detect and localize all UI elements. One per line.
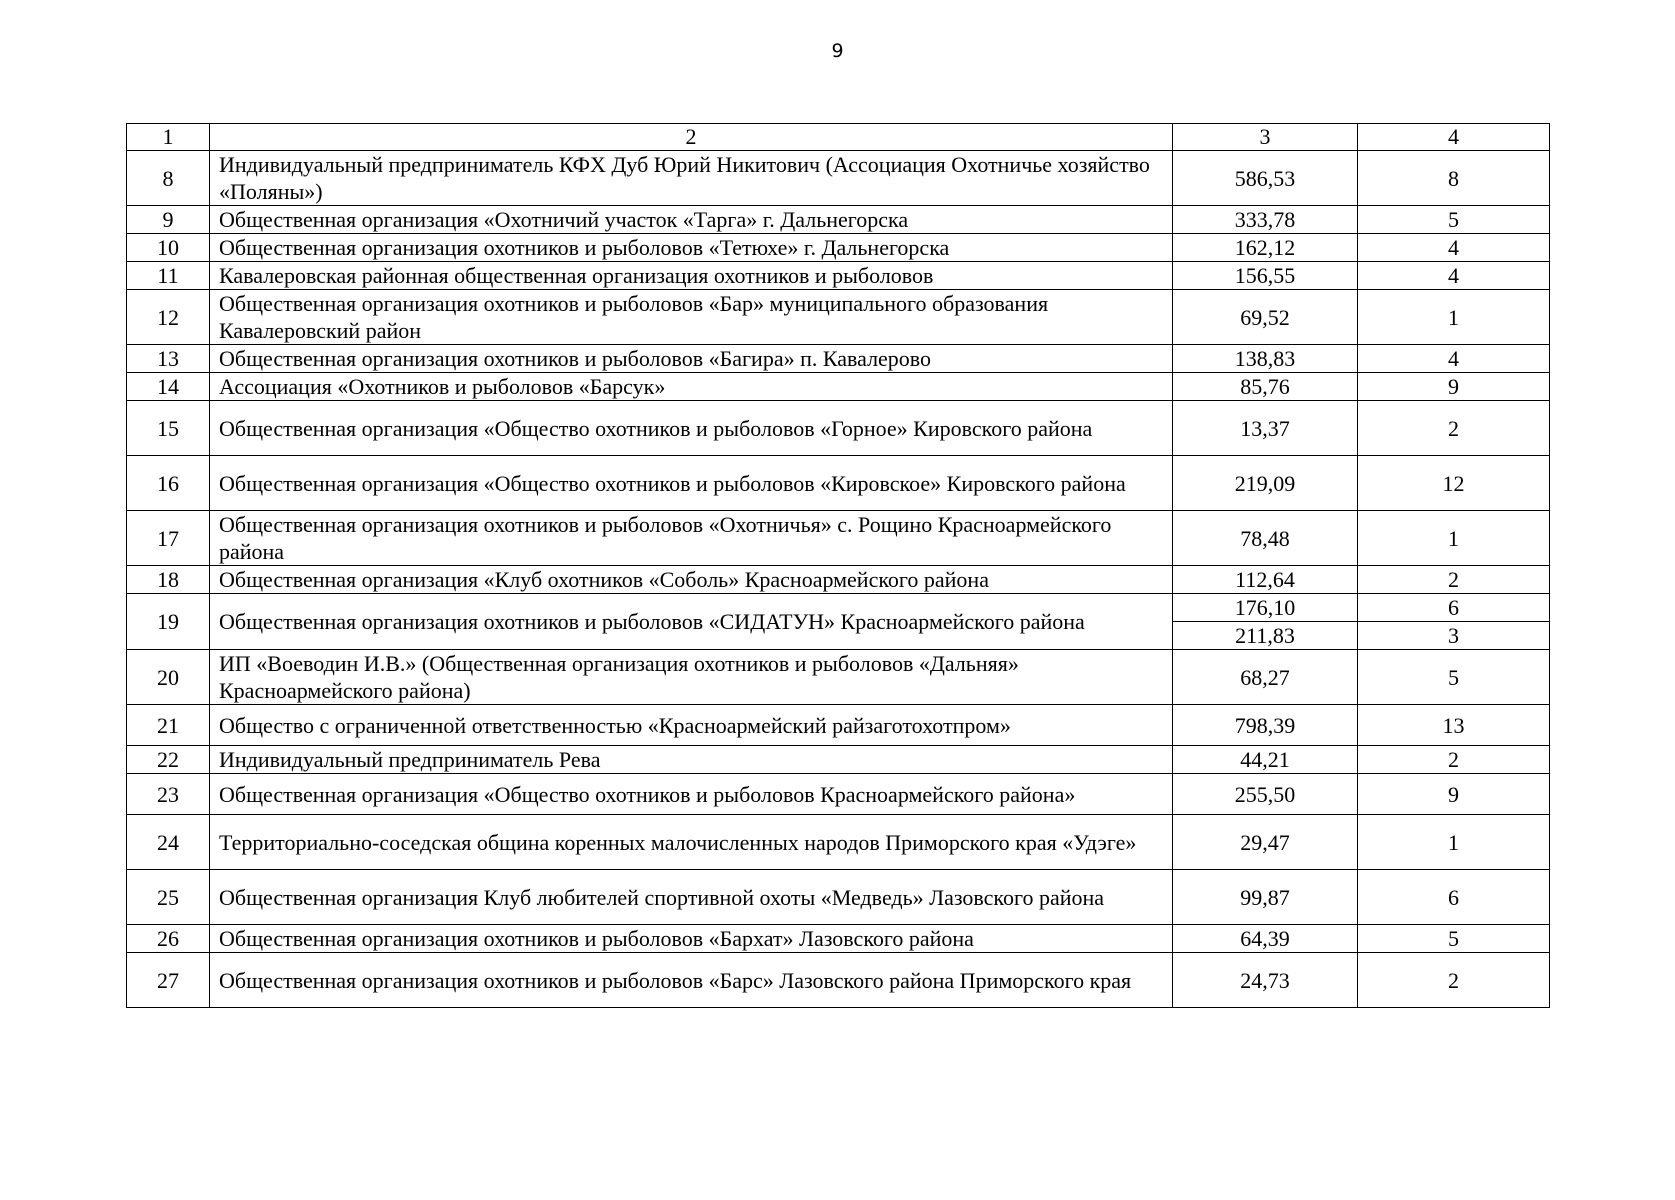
table-row [127,925,1550,953]
row-number: 10 [127,234,210,262]
table-row [127,705,1550,746]
area-value: 255,50 [1173,774,1358,815]
area-value: 13,37 [1173,401,1358,456]
row-number: 12 [127,290,210,345]
organization-name: Индивидуальный предприниматель КФХ Дуб Юрий Никитович (Ассоциация Охотничье хозяйство «Поляны») [210,151,1173,206]
row-number: 25 [127,870,210,925]
count-value: 12 [1358,456,1550,511]
count-value: 8 [1358,151,1550,206]
count-value: 5 [1358,650,1550,705]
row-number: 20 [127,650,210,705]
table-row [127,650,1550,705]
table-row [127,262,1550,290]
table-header-row [127,124,1550,151]
row-number: 14 [127,373,210,401]
row-number: 11 [127,262,210,290]
area-value: 44,21 [1173,746,1358,774]
count-value: 6 [1358,594,1550,622]
count-value: 4 [1358,262,1550,290]
page-number: 9 [831,40,844,62]
table-row [127,401,1550,456]
area-value-second: 211,83 [1173,622,1358,650]
count-value-second: 3 [1358,622,1550,650]
table-row [127,456,1550,511]
row-number: 21 [127,705,210,746]
organization-name: Общественная организация охотников и рыболовов «СИДАТУН» Красноармейского района [210,594,1173,650]
area-value: 219,09 [1173,456,1358,511]
area-value: 112,64 [1173,566,1358,594]
table-row [127,746,1550,774]
row-number: 19 [127,594,210,650]
organization-name: Общественная организация охотников и рыболовов «Багира» п. Кавалерово [210,345,1173,373]
organization-name: Общественная организация «Общество охотников и рыболовов «Кировское» Кировского района [210,456,1173,511]
organization-name: Общественная организация «Охотничий участок «Тарга» г. Дальнегорска [210,206,1173,234]
header-col-1: 1 [127,124,210,151]
count-value: 9 [1358,373,1550,401]
row-number: 27 [127,953,210,1008]
table-row [127,151,1550,206]
table-row [127,774,1550,815]
area-value: 162,12 [1173,234,1358,262]
row-number: 26 [127,925,210,953]
organization-name: Общественная организация охотников и рыболовов «Бар» муниципального образования Кавалеровский район [210,290,1173,345]
table-row [127,566,1550,594]
organization-name: ИП «Воеводин И.В.» (Общественная организация охотников и рыболовов «Дальняя» Красноармейского района) [210,650,1173,705]
count-value: 1 [1358,511,1550,566]
table-row [127,953,1550,1008]
row-number: 23 [127,774,210,815]
table-row [127,815,1550,870]
organization-name: Общественная организация «Общество охотников и рыболовов «Горное» Кировского района [210,401,1173,456]
count-value: 2 [1358,953,1550,1008]
count-value: 1 [1358,290,1550,345]
organization-name: Территориально-соседская община коренных малочисленных народов Приморского края «Удэге» [210,815,1173,870]
organization-name: Ассоциация «Охотников и рыболовов «Барсук» [210,373,1173,401]
count-value: 4 [1358,345,1550,373]
organization-name: Кавалеровская районная общественная организация охотников и рыболовов [210,262,1173,290]
organization-name: Общественная организация охотников и рыболовов «Охотничья» с. Рощино Красноармейского района [210,511,1173,566]
table-row [127,594,1550,622]
area-value: 156,55 [1173,262,1358,290]
table-row [127,206,1550,234]
count-value: 6 [1358,870,1550,925]
count-value: 5 [1358,925,1550,953]
area-value: 176,10 [1173,594,1358,622]
table-row [127,373,1550,401]
area-value: 333,78 [1173,206,1358,234]
area-value: 69,52 [1173,290,1358,345]
count-value: 2 [1358,401,1550,456]
row-number: 24 [127,815,210,870]
table-row [127,234,1550,262]
area-value: 68,27 [1173,650,1358,705]
count-value: 4 [1358,234,1550,262]
area-value: 138,83 [1173,345,1358,373]
table-row [127,290,1550,345]
count-value: 2 [1358,566,1550,594]
organization-name: Общественная организация «Общество охотников и рыболовов Красноармейского района» [210,774,1173,815]
organization-name: Общественная организация охотников и рыболовов «Бархат» Лазовского района [210,925,1173,953]
row-number: 18 [127,566,210,594]
area-value: 64,39 [1173,925,1358,953]
row-number: 22 [127,746,210,774]
table-row [127,870,1550,925]
organization-name: Общественная организация Клуб любителей спортивной охоты «Медведь» Лазовского района [210,870,1173,925]
header-col-4: 4 [1358,124,1550,151]
count-value: 2 [1358,746,1550,774]
organization-name: Общественная организация охотников и рыболовов «Барс» Лазовского района Приморского края [210,953,1173,1008]
table-row [127,511,1550,566]
row-number: 17 [127,511,210,566]
row-number: 16 [127,456,210,511]
organization-name: Общественная организация охотников и рыболовов «Тетюхе» г. Дальнегорска [210,234,1173,262]
row-number: 8 [127,151,210,206]
area-value: 798,39 [1173,705,1358,746]
table-row [127,345,1550,373]
count-value: 9 [1358,774,1550,815]
header-col-2: 2 [210,124,1173,151]
count-value: 13 [1358,705,1550,746]
organization-name: Индивидуальный предприниматель Рева [210,746,1173,774]
count-value: 1 [1358,815,1550,870]
organization-name: Общественная организация «Клуб охотников «Соболь» Красноармейского района [210,566,1173,594]
row-number: 9 [127,206,210,234]
area-value: 85,76 [1173,373,1358,401]
organization-name: Общество с ограниченной ответственностью «Красноармейский райзаготохотпром» [210,705,1173,746]
row-number: 13 [127,345,210,373]
count-value: 5 [1358,206,1550,234]
hunting-grounds-table [126,123,1550,1008]
row-number: 15 [127,401,210,456]
header-col-3: 3 [1173,124,1358,151]
area-value: 99,87 [1173,870,1358,925]
area-value: 24,73 [1173,953,1358,1008]
area-value: 78,48 [1173,511,1358,566]
area-value: 586,53 [1173,151,1358,206]
area-value: 29,47 [1173,815,1358,870]
